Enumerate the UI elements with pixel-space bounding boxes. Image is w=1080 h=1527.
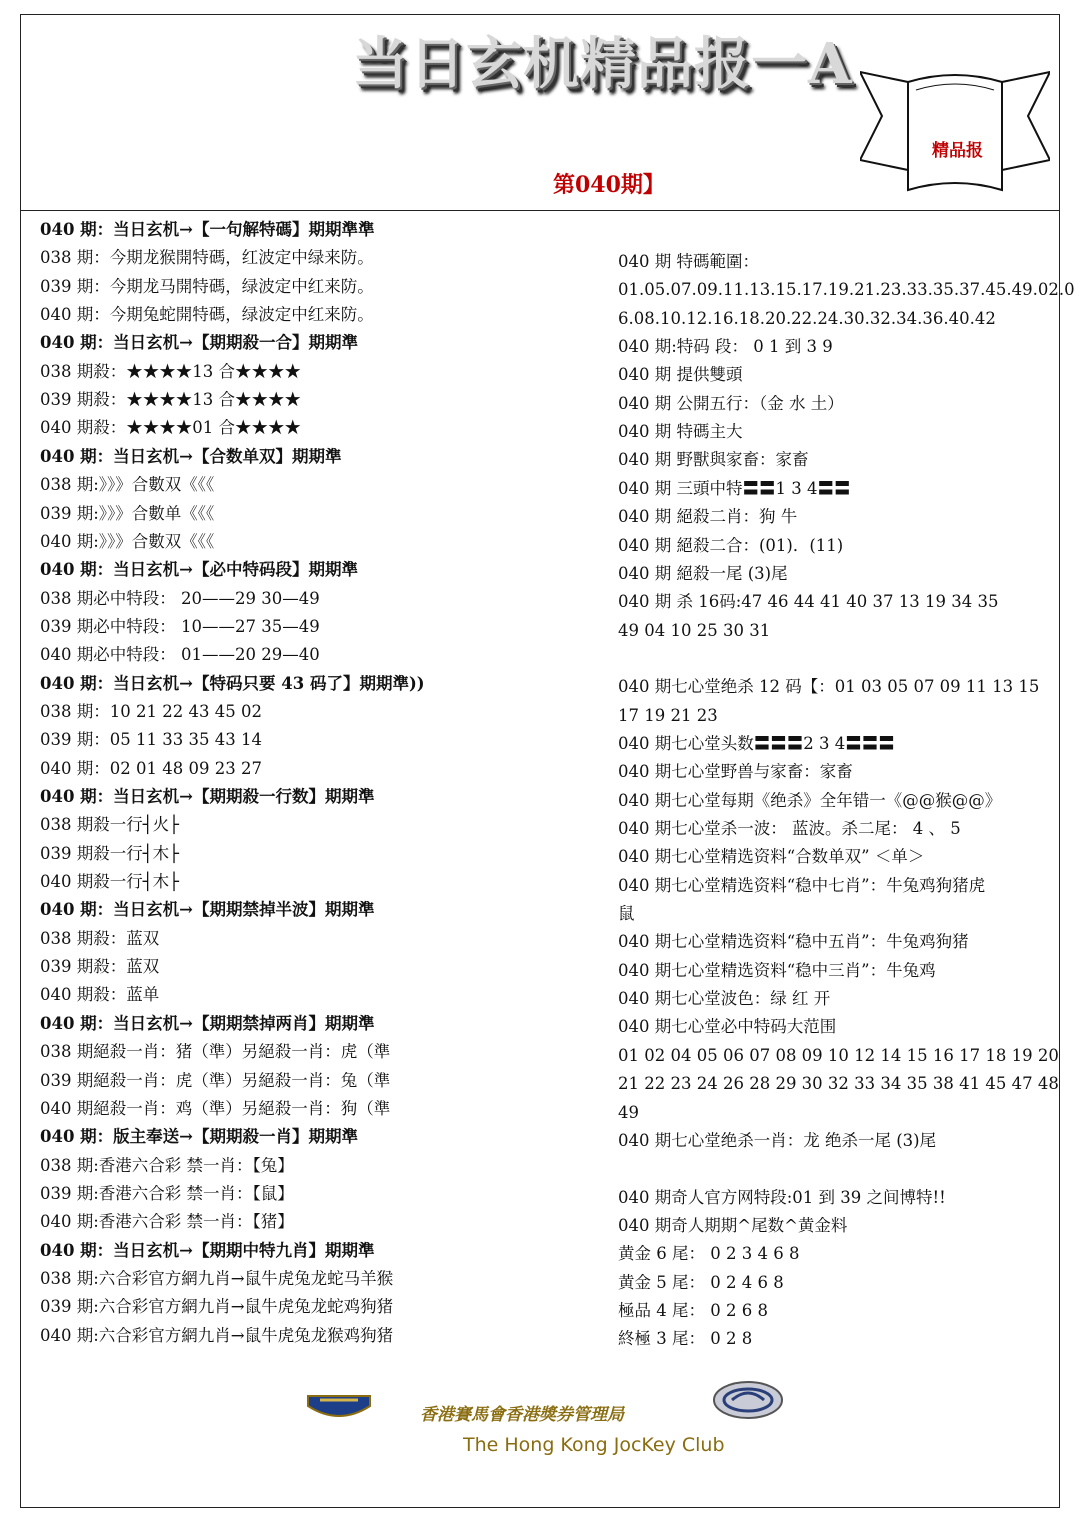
list-item: 038 期:六合彩官方網九肖→鼠牛虎兔龙蛇马羊猴 xyxy=(40,1268,394,1288)
list-item: 038 期：10 21 22 43 45 02 xyxy=(40,701,262,721)
list-item: 039 期:》》》合數单《《《 xyxy=(40,503,215,523)
list-item: 040 期 三頭中特〓〓1 3 4〓〓 xyxy=(618,478,851,498)
badge-label: 精品报 xyxy=(932,141,983,161)
list-item: 038 期:》》》合數双《《《 xyxy=(40,475,215,495)
list-item: 040 期:》》》合數双《《《 xyxy=(40,531,215,551)
list-item: 039 期：今期龙马開特碼，绿波定中红来防。 xyxy=(40,276,374,296)
section-heading: 040 期：当日玄机→【必中特码段】期期準 xyxy=(40,560,359,580)
issue-number: 第040期】 xyxy=(553,172,665,198)
list-item: 040 期殺：★★★★01 合★★★★ xyxy=(40,418,301,438)
section-heading: 040 期：当日玄机→【期期禁掉两肖】期期準 xyxy=(40,1013,375,1033)
list-item: 終極 3 尾： 0 2 8 xyxy=(618,1329,753,1349)
list-item: 038 期殺：★★★★13 合★★★★ xyxy=(40,361,301,381)
list-item: 040 期七心堂必中特码大范围 xyxy=(618,1017,837,1037)
list-item: 040 期七心堂绝杀 12 码【：01 03 05 07 09 11 13 15 xyxy=(618,677,1040,697)
section-heading: 040 期：当日玄机→【特码只要 43 码了】期期準)) xyxy=(40,673,425,693)
list-item: 040 期 特碼主大 xyxy=(618,422,743,442)
list-item: 040 期 野獸與家畜：家畜 xyxy=(618,450,809,470)
list-item: 49 04 10 25 30 31 xyxy=(618,620,771,640)
list-item: 039 期殺：蓝双 xyxy=(40,957,160,977)
list-item: 040 期 絕殺二肖：狗 牛 xyxy=(618,507,798,527)
list-item: 039 期：05 11 33 35 43 14 xyxy=(40,730,262,750)
list-item: 039 期:六合彩官方網九肖→鼠牛虎兔龙蛇鸡狗猪 xyxy=(40,1297,394,1317)
list-item: 039 期殺：★★★★13 合★★★★ xyxy=(40,390,301,410)
list-item: 040 期：02 01 48 09 23 27 xyxy=(40,758,262,778)
ribbon-badge-icon xyxy=(860,60,1050,200)
list-item: 038 期絕殺一肖：猪（準）另絕殺一肖：虎（準 xyxy=(40,1042,391,1062)
list-item: 040 期七心堂每期《绝杀》全年错一《@@猴@@》 xyxy=(618,790,1002,810)
list-item: 040 期 公開五行：（金 水 土） xyxy=(618,393,844,413)
section-heading: 040 期：当日玄机→【一句解特碼】期期準準 xyxy=(40,220,375,239)
list-item: 040 期 杀 16码:47 46 44 41 40 37 13 19 34 35 xyxy=(618,592,999,612)
list-item: 038 期：今期龙猴開特碼，红波定中绿来防。 xyxy=(40,248,374,268)
list-item: 038 期:香港六合彩 禁一肖：【兔】 xyxy=(40,1155,294,1175)
list-item: 040 期七心堂绝杀一肖：龙 绝杀一尾 (3)尾 xyxy=(618,1130,937,1150)
list-item: 040 期七心堂野兽与家畜：家畜 xyxy=(618,762,853,782)
list-item: 黄金 5 尾： 0 2 4 6 8 xyxy=(618,1272,784,1292)
list-item: 040 期七心堂精选资料“稳中三肖”：牛兔鸡 xyxy=(618,960,936,980)
list-item: 039 期必中特段： 10——27 35—49 xyxy=(40,616,320,636)
list-item: 040 期 提供雙頭 xyxy=(618,365,743,385)
list-item: 040 期七心堂精选资料“稳中七肖”：牛兔鸡狗猪虎 xyxy=(618,875,986,895)
footer-english-name: The Hong Kong JocKey Club xyxy=(463,1434,725,1456)
list-item: 040 期 絕殺二合：(01)．(11) xyxy=(618,535,844,555)
list-item: 黄金 6 尾： 0 2 3 4 6 8 xyxy=(618,1244,800,1264)
section-heading: 040 期：当日玄机→【合数单双】期期準 xyxy=(40,446,342,466)
list-item: 040 期七心堂精选资料“合数单双” ＜单＞ xyxy=(618,847,925,867)
page-title: 当日玄机精品报一A xyxy=(352,31,853,97)
list-item: 040 期七心堂头数〓〓〓2 3 4〓〓〓 xyxy=(618,733,895,753)
section-heading: 040 期：当日玄机→【期期中特九肖】期期準 xyxy=(40,1240,375,1260)
list-item: 039 期絕殺一肖：虎（準）另絕殺一肖：兔（準 xyxy=(40,1070,391,1090)
list-item: 01.05.07.09.11.13.15.17.19.21.23.33.35.37.45.49.02.0 xyxy=(618,280,1075,300)
list-item: 6.08.10.12.16.18.20.22.24.30.32.34.36.40.42 xyxy=(618,308,996,328)
list-item: 040 期奇人官方网特段:01 到 39 之间博特!! xyxy=(618,1187,946,1207)
list-item: 040 期必中特段： 01——20 29—40 xyxy=(40,645,320,665)
list-item: 49 xyxy=(618,1102,639,1122)
lottery-emblem-icon xyxy=(712,1380,784,1420)
list-item: 極品 4 尾： 0 2 6 8 xyxy=(618,1300,768,1320)
list-item: 040 期奇人期期^尾数^黄金料 xyxy=(618,1215,848,1235)
list-item: 040 期絕殺一肖：鸡（準）另絕殺一肖：狗（準 xyxy=(40,1098,391,1118)
list-item: 039 期殺一行┤木├ xyxy=(40,843,180,863)
list-item: 040 期：今期兔蛇開特碼，绿波定中红来防。 xyxy=(40,305,374,325)
list-item: 040 期:香港六合彩 禁一肖：【猪】 xyxy=(40,1212,294,1232)
list-item: 040 期:特码 段： 0 1 到 3 9 xyxy=(618,337,833,357)
footer-chinese-name: 香港賽馬會香港獎券管理局 xyxy=(420,1405,624,1425)
hkjc-crest-icon xyxy=(306,1392,372,1422)
list-item: 038 期必中特段： 20——29 30—49 xyxy=(40,588,320,608)
list-item: 040 期七心堂杀一波： 蓝波。杀二尾： 4 、 5 xyxy=(618,819,961,838)
list-item: 040 期七心堂波色：绿 红 开 xyxy=(618,989,831,1009)
list-item: 040 期七心堂精选资料“稳中五肖”：牛兔鸡狗猪 xyxy=(618,932,969,952)
list-item: 040 期殺：蓝单 xyxy=(40,985,160,1005)
list-item: 039 期:香港六合彩 禁一肖：【鼠】 xyxy=(40,1183,294,1203)
list-item: 038 期殺一行┤火├ xyxy=(40,815,180,835)
list-item: 01 02 04 05 06 07 08 09 10 12 14 15 16 17 18 19 20 xyxy=(618,1045,1059,1065)
section-heading: 040 期：版主奉送→【期期殺一肖】期期準 xyxy=(40,1127,359,1147)
list-item: 040 期 絕殺一尾 (3)尾 xyxy=(618,563,788,583)
list-item: 040 期殺一行┤木├ xyxy=(40,872,180,892)
list-item: 040 期:六合彩官方網九肖→鼠牛虎兔龙猴鸡狗猪 xyxy=(40,1325,394,1345)
list-item: 21 22 23 24 26 28 29 30 32 33 34 35 38 41 45 47 48 xyxy=(618,1074,1059,1094)
section-heading: 040 期：当日玄机→【期期禁掉半波】期期準 xyxy=(40,900,375,920)
list-item: 040 期 特碼範圍： xyxy=(618,252,759,271)
section-heading: 040 期：当日玄机→【期期殺一合】期期準 xyxy=(40,333,359,353)
section-heading: 040 期：当日玄机→【期期殺一行数】期期準 xyxy=(40,787,375,806)
header-divider xyxy=(20,210,1060,211)
list-item: 038 期殺：蓝双 xyxy=(40,928,160,948)
list-item: 17 19 21 23 xyxy=(618,705,718,725)
list-item: 鼠 xyxy=(618,904,635,924)
